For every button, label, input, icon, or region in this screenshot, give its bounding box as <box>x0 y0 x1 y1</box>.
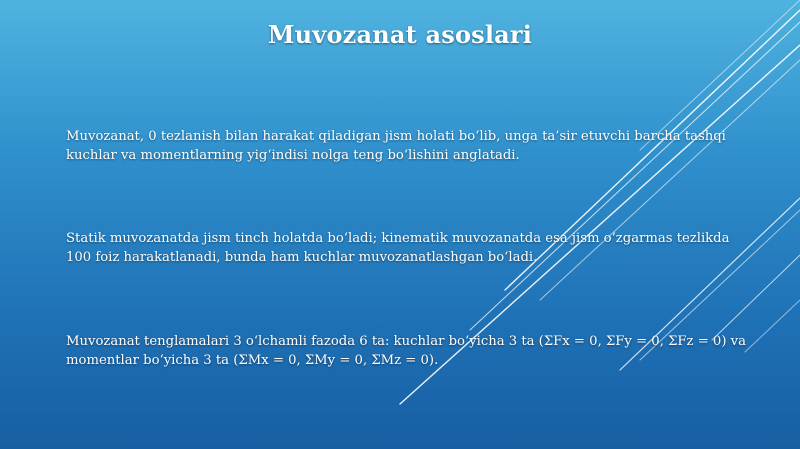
deco-line <box>712 255 800 340</box>
paragraph-static-kinematic: Statik muvozanatda jism tinch holatda bo‘ladi; kinematik muvozanatda esa jism o‘zgarmas tezlikda 100 foiz harakatlanadi, bunda ham kuchlar muvozanatlashgan bo‘ladi. <box>66 231 730 265</box>
paragraph-equations: Muvozanat tenglamalari 3 o‘lchamli fazoda 6 ta: kuchlar bo‘yicha 3 ta (ΣFx = 0, ΣFy = 0, ΣFz = 0) va momentlar bo‘yicha 3 ta (ΣMx = 0, ΣMy = 0, ΣMz = 0). <box>66 334 746 368</box>
deco-line <box>470 22 800 330</box>
slide-title: Muvozanat asoslari <box>267 20 533 49</box>
paragraph-definition: Muvozanat, 0 tezlanish bilan harakat qiladigan jism holati bo‘lib, unga ta’sir etuvchi barcha tashqi kuchlar va momentlarning yig‘indisi nolga teng bo‘lishini anglatadi. <box>66 129 726 163</box>
